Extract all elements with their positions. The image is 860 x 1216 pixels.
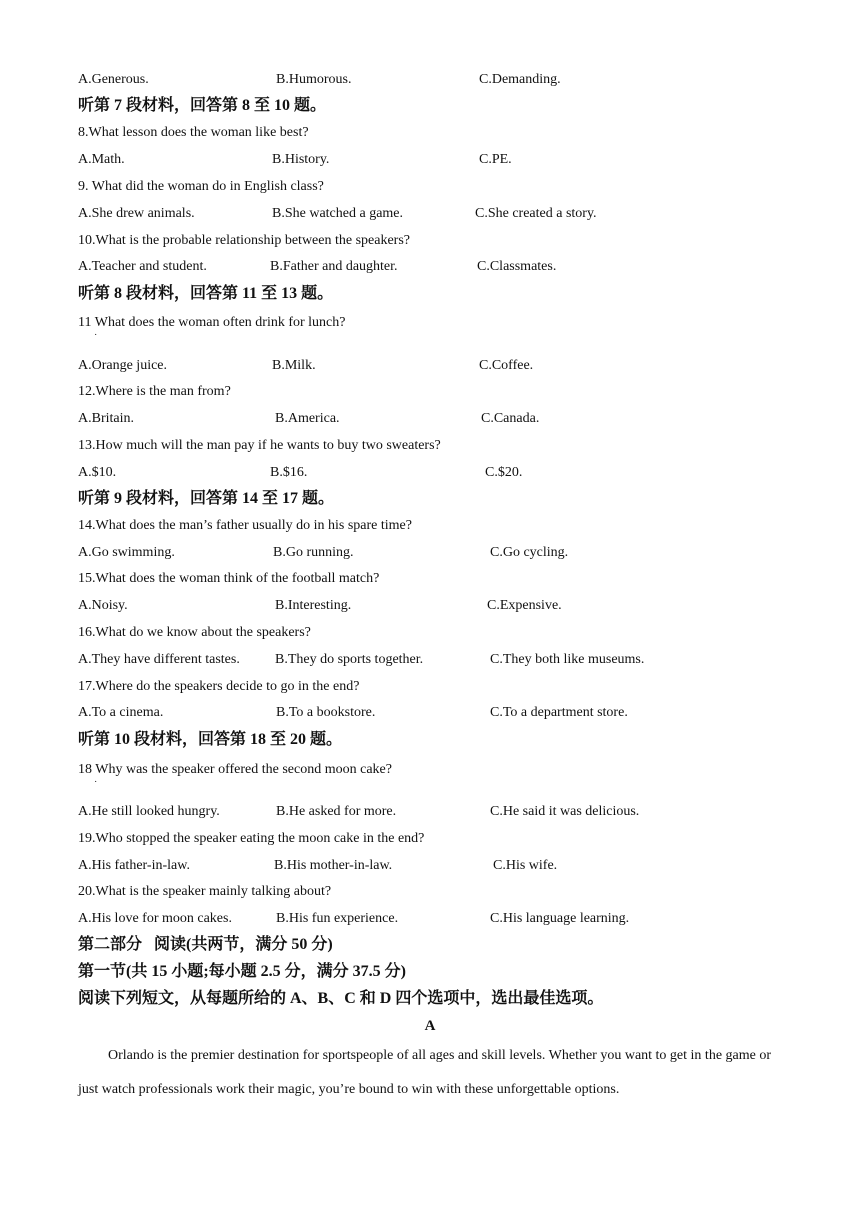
q20-option-a: A.His love for moon cakes. bbox=[78, 911, 232, 926]
q14-option-b: B.Go running. bbox=[273, 545, 354, 560]
part2-header: 第二部分 阅读(共两节，满分 50 分) bbox=[78, 936, 333, 953]
q9-option-b: B.She watched a game. bbox=[272, 206, 404, 221]
q16-option-b: B.They do sports together. bbox=[275, 652, 424, 667]
q7-options bbox=[0, 69, 860, 91]
q18-option-c: C.He said it was delicious. bbox=[490, 804, 640, 819]
q18-option-b: B.He asked for more. bbox=[276, 804, 397, 819]
stray-dot-mark: ˙ bbox=[94, 333, 98, 344]
q13-option-a: A.$10. bbox=[78, 465, 117, 480]
q16-option-c: C.They both like museums. bbox=[490, 652, 645, 667]
q19-row bbox=[0, 828, 860, 850]
q8-row bbox=[0, 122, 860, 144]
q12-option-c: C.Canada. bbox=[481, 411, 540, 426]
q16-question: 16.What do we know about the speakers? bbox=[78, 625, 311, 640]
q11-question: 11 What does the woman often drink for lunch? bbox=[78, 315, 346, 330]
q14-question: 14.What does the man’s father usually do in his spare time? bbox=[78, 518, 412, 533]
q11-options bbox=[0, 355, 860, 377]
q8-option-c: C.PE. bbox=[479, 152, 512, 167]
q12-row bbox=[0, 381, 860, 403]
q17-row bbox=[0, 676, 860, 698]
instructions: 阅读下列短文，从每题所给的 A、B、C 和 D 四个选项中，选出最佳选项。 bbox=[78, 990, 604, 1007]
section10-header-row bbox=[0, 729, 860, 751]
q8-option-a: A.Math. bbox=[78, 152, 125, 167]
q15-row bbox=[0, 568, 860, 590]
q7-option-a: A.Generous. bbox=[78, 72, 149, 87]
q20-options bbox=[0, 908, 860, 930]
q8-option-b: B.History. bbox=[272, 152, 330, 167]
q16-option-a: A.They have different tastes. bbox=[78, 652, 240, 667]
q14-option-a: A.Go swimming. bbox=[78, 545, 175, 560]
q15-option-a: A.Noisy. bbox=[78, 598, 128, 613]
q9-row bbox=[0, 176, 860, 198]
q17-options bbox=[0, 702, 860, 724]
q10-option-c: C.Classmates. bbox=[477, 259, 557, 274]
q19-option-c: C.His wife. bbox=[493, 858, 558, 873]
q20-option-b: B.His fun experience. bbox=[276, 911, 399, 926]
q13-options bbox=[0, 462, 860, 484]
section9-header: 听第 9 段材料，回答第 14 至 17 题。 bbox=[78, 490, 335, 507]
q12-option-b: B.America. bbox=[275, 411, 340, 426]
q14-options bbox=[0, 542, 860, 564]
q9-option-a: A.She drew animals. bbox=[78, 206, 195, 221]
q10-question: 10.What is the probable relationship between the speakers? bbox=[78, 233, 410, 248]
passage-text: Orlando is the premier destination for sportspeople of all ages and skill levels. Whether you want to get in the game or just watch professionals work their magic, you’re bound to win with these unforgettable options. bbox=[78, 1048, 772, 1097]
q10-option-a: A.Teacher and student. bbox=[78, 259, 207, 274]
q12-option-a: A.Britain. bbox=[78, 411, 134, 426]
q20-row bbox=[0, 881, 860, 903]
q17-question: 17.Where do the speakers decide to go in the end? bbox=[78, 679, 360, 694]
q7-option-c: C.Demanding. bbox=[479, 72, 561, 87]
section9-header-row bbox=[0, 488, 860, 510]
q18-row bbox=[0, 759, 860, 781]
q18-option-a: A.He still looked hungry. bbox=[78, 804, 220, 819]
section7-header-row bbox=[0, 95, 860, 117]
q18-options bbox=[0, 801, 860, 823]
q15-option-b: B.Interesting. bbox=[275, 598, 352, 613]
q9-options bbox=[0, 203, 860, 225]
q17-option-a: A.To a cinema. bbox=[78, 705, 164, 720]
q11-option-c: C.Coffee. bbox=[479, 358, 534, 373]
instructions-row bbox=[0, 988, 860, 1010]
section8-header-row bbox=[0, 283, 860, 305]
q17-option-c: C.To a department store. bbox=[490, 705, 628, 720]
q10-options bbox=[0, 256, 860, 278]
q18-question: 18 Why was the speaker offered the second moon cake? bbox=[78, 762, 392, 777]
q13-row bbox=[0, 435, 860, 457]
q13-option-c: C.$20. bbox=[485, 465, 523, 480]
q9-option-c: C.She created a story. bbox=[475, 206, 597, 221]
q11-option-b: B.Milk. bbox=[272, 358, 316, 373]
section1-header-row bbox=[0, 961, 860, 983]
q8-options bbox=[0, 149, 860, 171]
section7-header: 听第 7 段材料，回答第 8 至 10 题。 bbox=[78, 97, 327, 114]
q19-options bbox=[0, 855, 860, 877]
part2-header-row bbox=[0, 934, 860, 956]
q19-question: 19.Who stopped the speaker eating the moon cake in the end? bbox=[78, 831, 425, 846]
q11-option-a: A.Orange juice. bbox=[78, 358, 168, 373]
stray-dot-mark: ˙ bbox=[94, 780, 98, 791]
q15-options bbox=[0, 595, 860, 617]
q15-option-c: C.Expensive. bbox=[487, 598, 562, 613]
q12-options bbox=[0, 408, 860, 430]
q16-options bbox=[0, 649, 860, 671]
q14-row bbox=[0, 515, 860, 537]
q7-option-b: B.Humorous. bbox=[276, 72, 352, 87]
q20-question: 20.What is the speaker mainly talking about? bbox=[78, 884, 332, 899]
q9-question: 9. What did the woman do in English class? bbox=[78, 179, 324, 194]
q19-option-a: A.His father-in-law. bbox=[78, 858, 190, 873]
section10-header: 听第 10 段材料，回答第 18 至 20 题。 bbox=[78, 731, 343, 748]
q12-question: 12.Where is the man from? bbox=[78, 384, 231, 399]
q14-option-c: C.Go cycling. bbox=[490, 545, 569, 560]
q8-question: 8.What lesson does the woman like best? bbox=[78, 125, 309, 140]
q10-row bbox=[0, 230, 860, 252]
passage-label: A bbox=[424, 1018, 436, 1034]
q10-option-b: B.Father and daughter. bbox=[270, 259, 398, 274]
q13-option-b: B.$16. bbox=[270, 465, 308, 480]
q20-option-c: C.His language learning. bbox=[490, 911, 630, 926]
q19-option-b: B.His mother-in-law. bbox=[274, 858, 393, 873]
q15-question: 15.What does the woman think of the football match? bbox=[78, 571, 380, 586]
q17-option-b: B.To a bookstore. bbox=[276, 705, 376, 720]
q13-question: 13.How much will the man pay if he wants to buy two sweaters? bbox=[78, 438, 441, 453]
q16-row bbox=[0, 622, 860, 644]
q11-row bbox=[0, 312, 860, 334]
section1-header: 第一节(共 15 小题;每小题 2.5 分，满分 37.5 分) bbox=[78, 963, 406, 980]
section8-header: 听第 8 段材料，回答第 11 至 13 题。 bbox=[78, 285, 334, 302]
